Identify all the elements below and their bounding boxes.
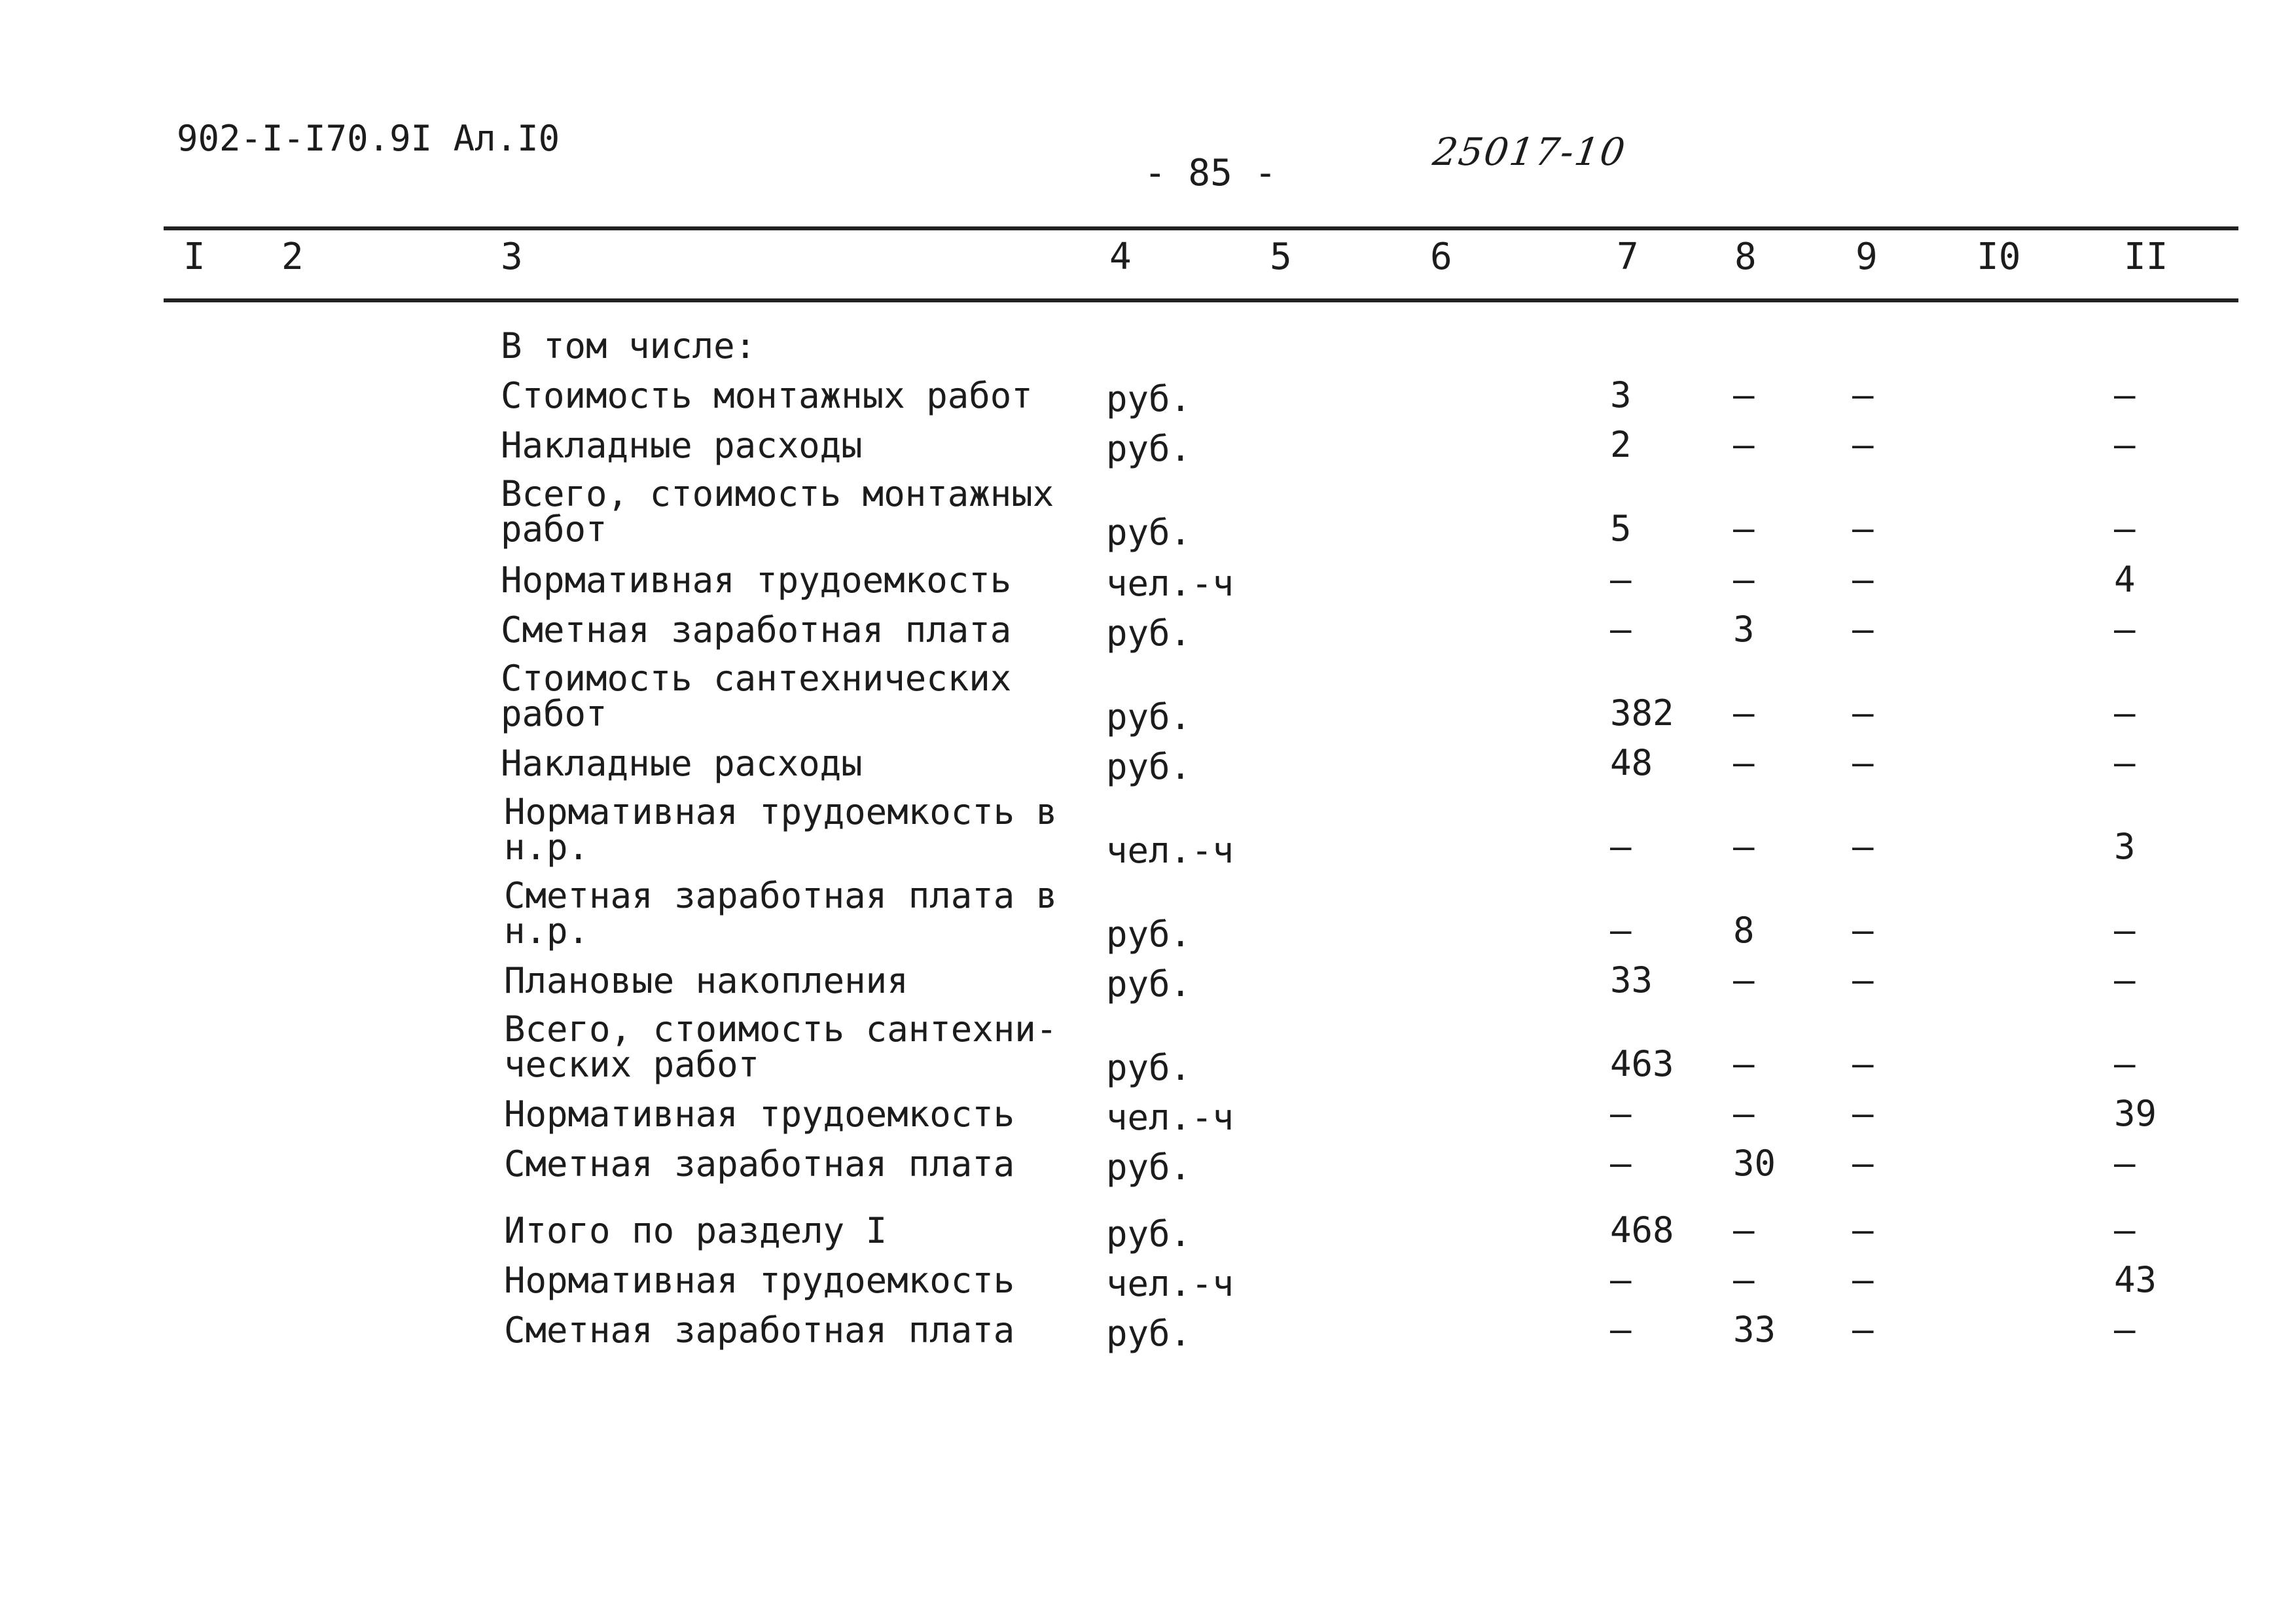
row-value-c9: – bbox=[1852, 1043, 1874, 1084]
row-value-c11: 43 bbox=[2114, 1259, 2157, 1300]
row-value-c8: – bbox=[1733, 1043, 1755, 1084]
column-number-9: 9 bbox=[1856, 236, 1878, 278]
column-number-8: 8 bbox=[1734, 236, 1757, 278]
row-value-c7: 382 bbox=[1610, 692, 1674, 734]
row-description-line: Нормативная трудоемкость bbox=[504, 1094, 1015, 1135]
row-description-line: Сметная заработная плата bbox=[501, 609, 1012, 651]
row-value-c7: 48 bbox=[1610, 742, 1653, 783]
row-description-line: Итого по разделу I bbox=[504, 1210, 888, 1251]
row-description-line: Накладные расходы bbox=[501, 743, 863, 784]
table-top-rule bbox=[164, 226, 2238, 230]
row-unit: руб. bbox=[1106, 1047, 1192, 1088]
row-value-c11: 39 bbox=[2114, 1093, 2157, 1134]
row-value-c8: 8 bbox=[1733, 910, 1755, 951]
row-description-line: Накладные расходы bbox=[501, 425, 863, 466]
handwritten-number: 25017-10 bbox=[1430, 130, 1629, 174]
row-unit: руб. bbox=[1106, 613, 1192, 654]
row-value-c7: 5 bbox=[1610, 508, 1632, 549]
row-description-line: Стоимость монтажных работ bbox=[501, 375, 1033, 416]
row-description bbox=[501, 658, 1012, 734]
row-value-c11: 3 bbox=[2114, 826, 2136, 867]
column-number-II: II bbox=[2124, 236, 2168, 278]
row-value-c9: – bbox=[1852, 1259, 1874, 1300]
row-description bbox=[504, 1210, 888, 1251]
row-value-c9: – bbox=[1852, 959, 1874, 1001]
row-value-c7: – bbox=[1610, 559, 1632, 600]
row-value-c7: – bbox=[1610, 1309, 1632, 1350]
row-description bbox=[504, 1143, 1015, 1185]
row-value-c7: 3 bbox=[1610, 374, 1632, 416]
row-unit: руб. bbox=[1106, 512, 1192, 553]
row-value-c8: – bbox=[1733, 742, 1755, 783]
row-value-c9: – bbox=[1852, 826, 1874, 867]
row-description bbox=[504, 1008, 1058, 1085]
row-unit: чел.-ч bbox=[1106, 1263, 1234, 1304]
row-value-c9: – bbox=[1852, 1143, 1874, 1184]
row-description-line: Сметная заработная плата bbox=[504, 1143, 1015, 1185]
row-description-line: работ bbox=[501, 693, 607, 734]
row-description bbox=[501, 473, 1054, 550]
row-unit: руб. bbox=[1106, 1147, 1192, 1188]
row-value-c8: – bbox=[1733, 1093, 1755, 1134]
row-description-line: Всего, стоимость сантехни- bbox=[504, 1008, 1058, 1050]
table-header-rule bbox=[164, 298, 2238, 302]
row-description-line: Нормативная трудоемкость bbox=[501, 560, 1012, 601]
row-value-c8: – bbox=[1733, 826, 1755, 867]
row-value-c7: 2 bbox=[1610, 424, 1632, 465]
row-value-c7: 33 bbox=[1610, 959, 1653, 1001]
column-number-3: 3 bbox=[501, 236, 523, 278]
page-number: - 85 - bbox=[1144, 152, 1277, 194]
row-unit: руб. bbox=[1106, 428, 1192, 469]
row-unit: руб. bbox=[1106, 1313, 1192, 1354]
row-value-c9: – bbox=[1852, 374, 1874, 416]
row-description bbox=[504, 791, 1058, 868]
column-number-I0: I0 bbox=[1977, 236, 2021, 278]
row-value-c11: – bbox=[2114, 424, 2136, 465]
row-value-c11: – bbox=[2114, 910, 2136, 951]
row-description-line: Сметная заработная плата bbox=[504, 1310, 1015, 1351]
row-unit: руб. bbox=[1106, 746, 1192, 787]
column-number-5: 5 bbox=[1270, 236, 1292, 278]
row-unit: руб. bbox=[1106, 378, 1192, 419]
row-value-c11: – bbox=[2114, 374, 2136, 416]
row-value-c7: – bbox=[1610, 1259, 1632, 1300]
row-description bbox=[501, 375, 1033, 416]
row-description-line: Нормативная трудоемкость в bbox=[504, 791, 1058, 832]
row-value-c8: 33 bbox=[1733, 1309, 1776, 1350]
row-description-line: работ bbox=[501, 508, 607, 550]
row-description-line: Всего, стоимость монтажных bbox=[501, 473, 1054, 514]
row-description-line: Сметная заработная плата в bbox=[504, 875, 1058, 916]
row-value-c11: – bbox=[2114, 1209, 2136, 1251]
row-value-c9: – bbox=[1852, 1093, 1874, 1134]
row-description bbox=[504, 960, 908, 1001]
row-value-c9: – bbox=[1852, 1309, 1874, 1350]
row-value-c9: – bbox=[1852, 609, 1874, 650]
row-value-c7: – bbox=[1610, 609, 1632, 650]
column-number-2: 2 bbox=[281, 236, 304, 278]
row-value-c7: 468 bbox=[1610, 1209, 1674, 1251]
row-unit: чел.-ч bbox=[1106, 563, 1234, 604]
row-unit: руб. bbox=[1106, 914, 1192, 955]
row-description-line: Плановые накопления bbox=[504, 960, 908, 1001]
row-unit: руб. bbox=[1106, 1213, 1192, 1255]
row-description-line: н.р. bbox=[504, 827, 590, 868]
row-description bbox=[501, 325, 757, 366]
row-description-line: Стоимость сантехнических bbox=[501, 658, 1012, 699]
row-value-c8: – bbox=[1733, 508, 1755, 549]
row-value-c11: – bbox=[2114, 692, 2136, 734]
row-description bbox=[504, 1260, 1015, 1301]
row-value-c11: – bbox=[2114, 1043, 2136, 1084]
row-value-c9: – bbox=[1852, 424, 1874, 465]
row-description bbox=[501, 425, 863, 466]
row-value-c8: – bbox=[1733, 959, 1755, 1001]
row-value-c11: 4 bbox=[2114, 559, 2136, 600]
column-number-I: I bbox=[183, 236, 206, 278]
row-value-c8: 30 bbox=[1733, 1143, 1776, 1184]
row-value-c7: – bbox=[1610, 1143, 1632, 1184]
row-value-c9: – bbox=[1852, 508, 1874, 549]
row-description bbox=[501, 743, 863, 784]
row-value-c7: 463 bbox=[1610, 1043, 1674, 1084]
row-value-c11: – bbox=[2114, 609, 2136, 650]
row-value-c11: – bbox=[2114, 508, 2136, 549]
row-description bbox=[504, 1310, 1015, 1351]
row-description bbox=[501, 609, 1012, 651]
row-value-c8: – bbox=[1733, 374, 1755, 416]
row-value-c7: – bbox=[1610, 1093, 1632, 1134]
row-description bbox=[501, 560, 1012, 601]
row-value-c11: – bbox=[2114, 742, 2136, 783]
row-value-c9: – bbox=[1852, 692, 1874, 734]
row-description bbox=[504, 875, 1058, 952]
row-value-c9: – bbox=[1852, 559, 1874, 600]
row-unit: руб. bbox=[1106, 696, 1192, 738]
row-value-c9: – bbox=[1852, 742, 1874, 783]
row-value-c7: – bbox=[1610, 826, 1632, 867]
row-description-line: ческих работ bbox=[504, 1044, 760, 1085]
column-number-4: 4 bbox=[1109, 236, 1132, 278]
row-value-c11: – bbox=[2114, 1143, 2136, 1184]
row-value-c11: – bbox=[2114, 1309, 2136, 1350]
row-value-c9: – bbox=[1852, 910, 1874, 951]
row-unit: руб. bbox=[1106, 963, 1192, 1005]
column-number-6: 6 bbox=[1430, 236, 1452, 278]
row-value-c9: – bbox=[1852, 1209, 1874, 1251]
row-description bbox=[504, 1094, 1015, 1135]
row-unit: чел.-ч bbox=[1106, 1097, 1234, 1138]
row-value-c7: – bbox=[1610, 910, 1632, 951]
row-value-c8: – bbox=[1733, 424, 1755, 465]
row-unit: чел.-ч bbox=[1106, 830, 1234, 871]
row-description-line: н.р. bbox=[504, 910, 590, 952]
row-value-c8: – bbox=[1733, 559, 1755, 600]
document-code: 902-I-I70.9I Ал.I0 bbox=[177, 118, 560, 159]
row-value-c8: – bbox=[1733, 1259, 1755, 1300]
row-value-c8: – bbox=[1733, 692, 1755, 734]
row-description-line: В том числе: bbox=[501, 325, 757, 366]
row-description-line: Нормативная трудоемкость bbox=[504, 1260, 1015, 1301]
column-number-7: 7 bbox=[1617, 236, 1639, 278]
row-value-c11: – bbox=[2114, 959, 2136, 1001]
row-value-c8: – bbox=[1733, 1209, 1755, 1251]
row-value-c8: 3 bbox=[1733, 609, 1755, 650]
